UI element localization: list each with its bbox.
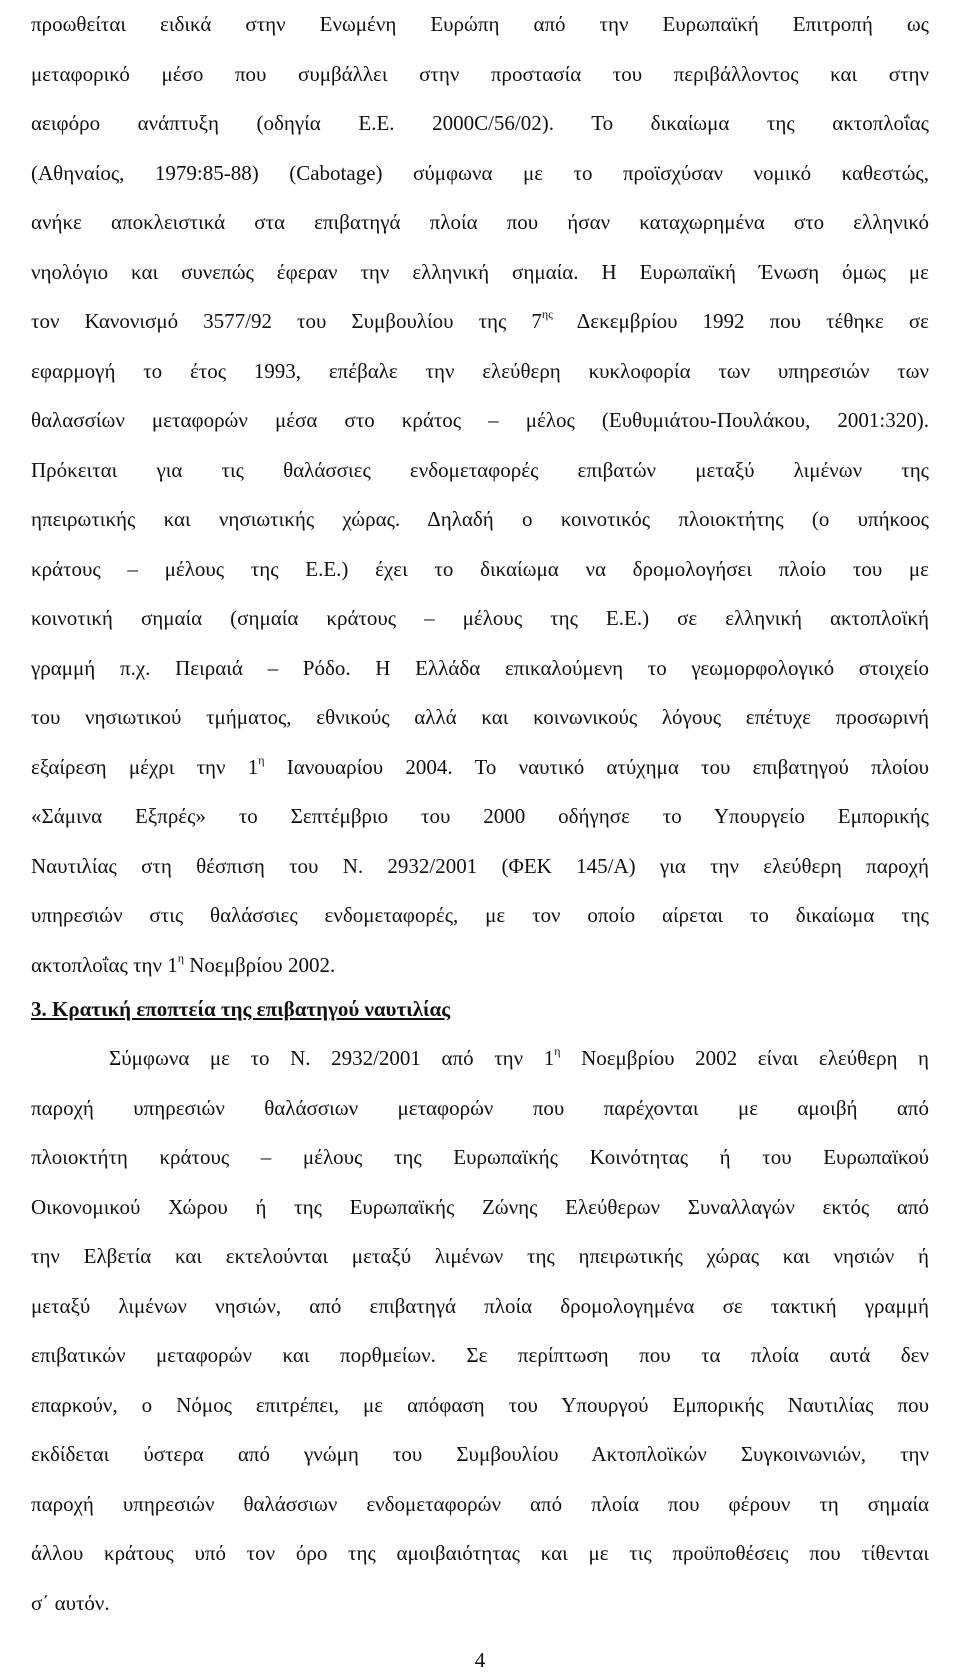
body-paragraph-1 bbox=[31, 0, 929, 990]
ordinal-superscript: η bbox=[258, 752, 265, 767]
text-line: ανήκε αποκλειστικά στα επιβατηγά πλοία που ήσαν καταχωρημένα στο ελληνικό bbox=[31, 210, 929, 234]
text-line: νηολόγιο και συνεπώς έφεραν την ελληνική σημαία. Η Ευρωπαϊκή Ένωση όμως με bbox=[31, 259, 929, 284]
text-run: τον Κανονισμό 3577/92 του Συμβουλίου της 7 bbox=[31, 309, 542, 333]
text-line: «Σάμινα Εξπρές» το Σεπτέμβριο του 2000 οδήγησε το Υπουργείο Εμπορικής bbox=[31, 804, 929, 828]
body-paragraph-2 bbox=[31, 1034, 929, 1628]
text-line: Πρόκειται για τις θαλάσσιες ενδομεταφορές επιβατών μεταξύ λιμένων της bbox=[31, 457, 929, 482]
text-line: γραμμή π.χ. Πειραιά – Ρόδο. Η Ελλάδα επικαλούμενη το γεωμορφολογικό στοιχείο bbox=[31, 655, 929, 680]
text-line: (Αθηναίος, 1979:85-88) (Cabotage) σύμφωνα με το προϊσχύσαν νομικό καθεστώς, bbox=[31, 160, 929, 185]
text-line: αειφόρο ανάπτυξη (οδηγία Ε.Ε. 2000C/56/02). Το δικαίωμα της ακτοπλοΐας bbox=[31, 111, 929, 135]
ordinal-superscript: η bbox=[177, 950, 184, 965]
text-line: παροχή υπηρεσιών θαλάσσιων μεταφορών που παρέχονται με αμοιβή από bbox=[31, 1095, 929, 1120]
text-line: επιβατικών μεταφορών και πορθμείων. Σε περίπτωση που τα πλοία αυτά δεν bbox=[31, 1343, 929, 1367]
text-line: σ΄ αυτόν. bbox=[31, 1590, 110, 1615]
text-line bbox=[31, 297, 929, 347]
text-line: παροχή υπηρεσιών θαλάσσιων ενδομεταφορών από πλοία που φέρουν τη σημαία bbox=[31, 1491, 929, 1516]
text-run: Νοεμβρίου 2002 είναι ελεύθερη η bbox=[560, 1046, 930, 1070]
ordinal-superscript: η bbox=[554, 1044, 561, 1058]
text-line: μεταξύ λιμένων νησιών, από επιβατηγά πλοία δρομολογημένα σε τακτική γραμμή bbox=[31, 1293, 929, 1318]
text-line: μεταφορικό μέσο που συμβάλλει στην προστασία του περιβάλλοντος και στην bbox=[31, 61, 929, 86]
page-number: 4 bbox=[474, 1648, 486, 1672]
text-line bbox=[31, 1034, 929, 1084]
text-line: κοινοτική σημαία (σημαία κράτους – μέλους της Ε.Ε.) σε ελληνική ακτοπλοϊκή bbox=[31, 606, 929, 630]
text-line: εκδίδεται ύστερα από γνώμη του Συμβουλίου Ακτοπλοϊκών Συγκοινωνιών, την bbox=[31, 1442, 929, 1466]
text-run: ακτοπλοΐας την 1 bbox=[31, 952, 178, 977]
text-line: θαλασσίων μεταφορών μέσα στο κράτος – μέλος (Ευθυμιάτου-Πουλάκου, 2001:320). bbox=[31, 408, 929, 432]
text-line: Ναυτιλίας στη θέσπιση του Ν. 2932/2001 (ΦΕΚ 145/Α) για την ελεύθερη παροχή bbox=[31, 853, 929, 878]
text-run: Ιανουαρίου 2004. Το ναυτικό ατύχημα του επιβατηγού πλοίου bbox=[264, 754, 929, 779]
text-line bbox=[31, 941, 929, 991]
text-line: άλλου κράτους υπό τον όρο της αμοιβαιότητας και με τις προϋποθέσεις που τίθενται bbox=[31, 1541, 929, 1565]
text-line: ηπειρωτικής και νησιωτικής χώρας. Δηλαδή ο κοινοτικός πλοιοκτήτης (ο υπήκοος bbox=[31, 507, 929, 531]
text-line: πλοιοκτήτη κράτους – μέλους της Ευρωπαϊκής Κοινότητας ή του Ευρωπαϊκού bbox=[31, 1145, 929, 1169]
text-line: υπηρεσιών στις θαλάσσιες ενδομεταφορές, με τον οποίο αίρεται το δικαίωμα της bbox=[31, 903, 929, 927]
text-run: εξαίρεση μέχρι την 1 bbox=[31, 754, 259, 779]
text-line: Οικονομικού Χώρου ή της Ευρωπαϊκής Ζώνης Ελεύθερων Συναλλαγών εκτός από bbox=[31, 1194, 929, 1219]
text-line: προωθείται ειδικά στην Ενωμένη Ευρώπη από την Ευρωπαϊκή Επιτροπή ως bbox=[31, 12, 929, 36]
text-run: Σύμφωνα με το Ν. 2932/2001 από την 1 bbox=[109, 1046, 555, 1070]
text-line: κράτους – μέλους της Ε.Ε.) έχει το δικαίωμα να δρομολογήσει πλοίο του με bbox=[31, 556, 929, 581]
ordinal-superscript: ης bbox=[541, 307, 553, 321]
text-line: επαρκούν, ο Νόμος επιτρέπει, με απόφαση του Υπουργού Εμπορικής Ναυτιλίας που bbox=[31, 1392, 929, 1417]
text-line: την Ελβετία και εκτελούνται μεταξύ λιμένων της ηπειρωτικής χώρας και νησιών ή bbox=[31, 1244, 929, 1268]
section-heading: 3. Κρατική εποπτεία της επιβατηγού ναυτιλίας bbox=[31, 997, 451, 1021]
text-line bbox=[31, 743, 929, 793]
text-run: Δεκεμβρίου 1992 που τέθηκε σε bbox=[552, 309, 929, 333]
text-line: εφαρμογή το έτος 1993, επέβαλε την ελεύθερη κυκλοφορία των υπηρεσιών των bbox=[31, 358, 929, 383]
text-line: του νησιωτικού τμήματος, εθνικούς αλλά και κοινωνικούς λόγους επέτυχε προσωρινή bbox=[31, 705, 929, 729]
text-run: Νοεμβρίου 2002. bbox=[183, 952, 336, 977]
